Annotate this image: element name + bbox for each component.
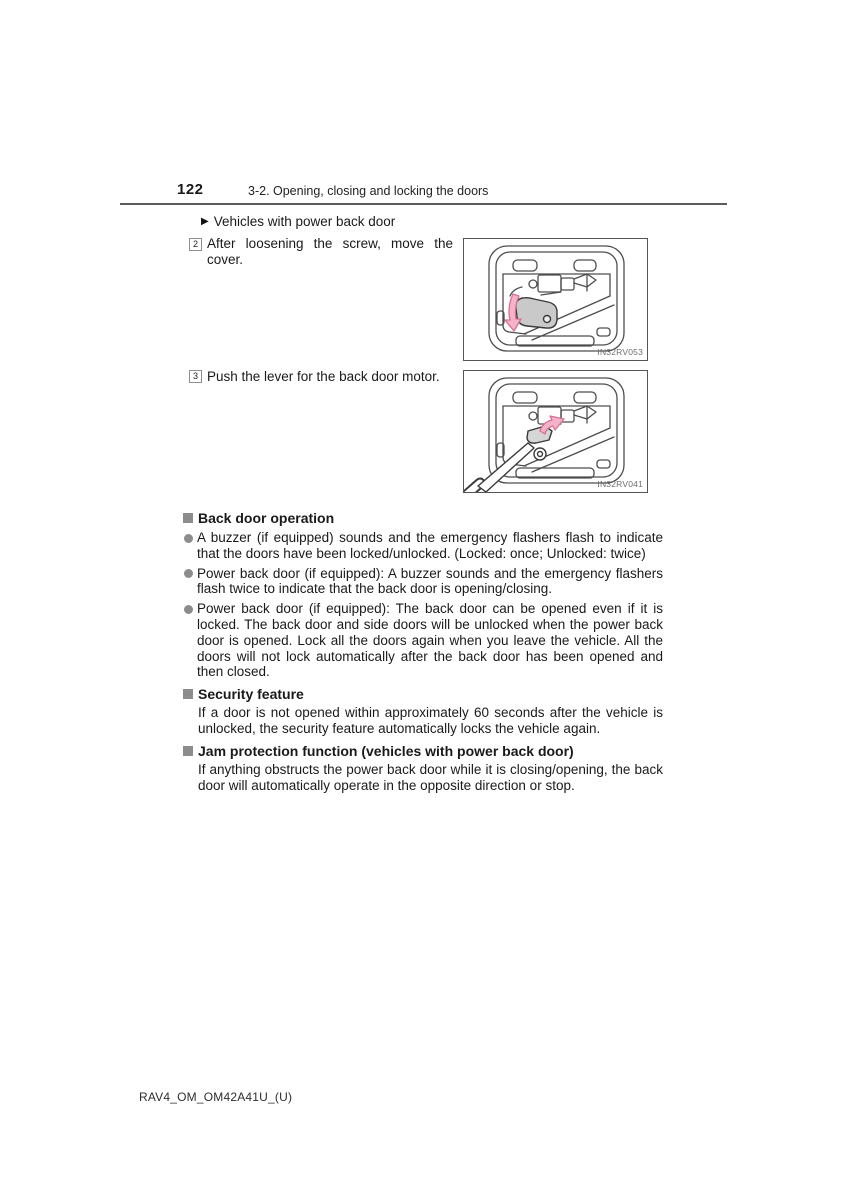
section-title: Jam protection function (vehicles with power back door) bbox=[198, 742, 574, 759]
variant-line bbox=[201, 214, 395, 230]
back-door-lever-illustration bbox=[464, 371, 647, 492]
square-bullet-icon bbox=[183, 689, 193, 699]
section-title: Security feature bbox=[198, 686, 304, 703]
info-sections bbox=[183, 504, 663, 793]
step-2-number: 2 bbox=[192, 239, 198, 249]
section-body: If a door is not opened within approximately 60 seconds after the vehicle is unlocked, the security feature automatically locks the vehicle again. bbox=[198, 705, 663, 736]
bullet-text: A buzzer (if equipped) sounds and the emergency flashers flash to indicate that the doors have been locked/unlocked. (Locked: once; Unlocked: twice) bbox=[197, 530, 663, 561]
dot-bullet-icon bbox=[184, 534, 193, 543]
triangle-bullet-icon: ▶ bbox=[201, 216, 209, 227]
page-number: 122 bbox=[177, 181, 204, 198]
bullet-text: Power back door (if equipped): A buzzer sounds and the emergency flashers flash twice to indicate that the back door is opening/closing. bbox=[197, 565, 663, 597]
dot-bullet-icon bbox=[184, 569, 193, 578]
back-door-trim-cover-illustration bbox=[464, 239, 647, 360]
chapter-header: 3-2. Opening, closing and locking the doors bbox=[248, 184, 489, 198]
figure-code: IN32RV041 bbox=[597, 479, 643, 489]
dot-bullet-icon bbox=[184, 605, 193, 614]
step-3-number-box bbox=[189, 370, 202, 383]
variant-label: Vehicles with power back door bbox=[213, 214, 396, 229]
section-heading-jam-protection bbox=[183, 743, 663, 759]
bullet-item bbox=[183, 601, 663, 680]
section-heading-back-door-operation bbox=[183, 510, 663, 526]
step-3-number: 3 bbox=[192, 371, 198, 381]
step-2-number-box bbox=[189, 238, 202, 251]
document-code: RAV4_OM_OM42A41U_(U) bbox=[139, 1090, 293, 1104]
square-bullet-icon bbox=[183, 746, 193, 756]
figure-lever-push bbox=[463, 370, 648, 493]
section-body: If anything obstructs the power back door while it is closing/opening, the back door will automatically operate in the opposite direction or stop. bbox=[198, 761, 663, 793]
figure-cover-removal bbox=[463, 238, 648, 361]
bullet-item bbox=[183, 566, 663, 598]
cover-part bbox=[516, 298, 557, 328]
figure-code: IN32RV053 bbox=[597, 347, 643, 357]
section-heading-security-feature bbox=[183, 686, 663, 702]
bullet-item bbox=[183, 530, 663, 562]
section-title: Back door operation bbox=[198, 510, 335, 526]
step-2-text: After loosening the screw, move the cover. bbox=[207, 236, 453, 267]
header-rule bbox=[120, 203, 727, 205]
step-3-text: Push the lever for the back door motor. bbox=[207, 369, 440, 384]
bullet-text: Power back door (if equipped): The back door can be opened even if it is locked. The back door and side doors will be unlocked when the power back door is opened. Lock all the doors again when you leave the vehicle. All the doors will not lock automatically after the back door has been opened and then closed. bbox=[197, 601, 663, 680]
square-bullet-icon bbox=[183, 513, 193, 523]
